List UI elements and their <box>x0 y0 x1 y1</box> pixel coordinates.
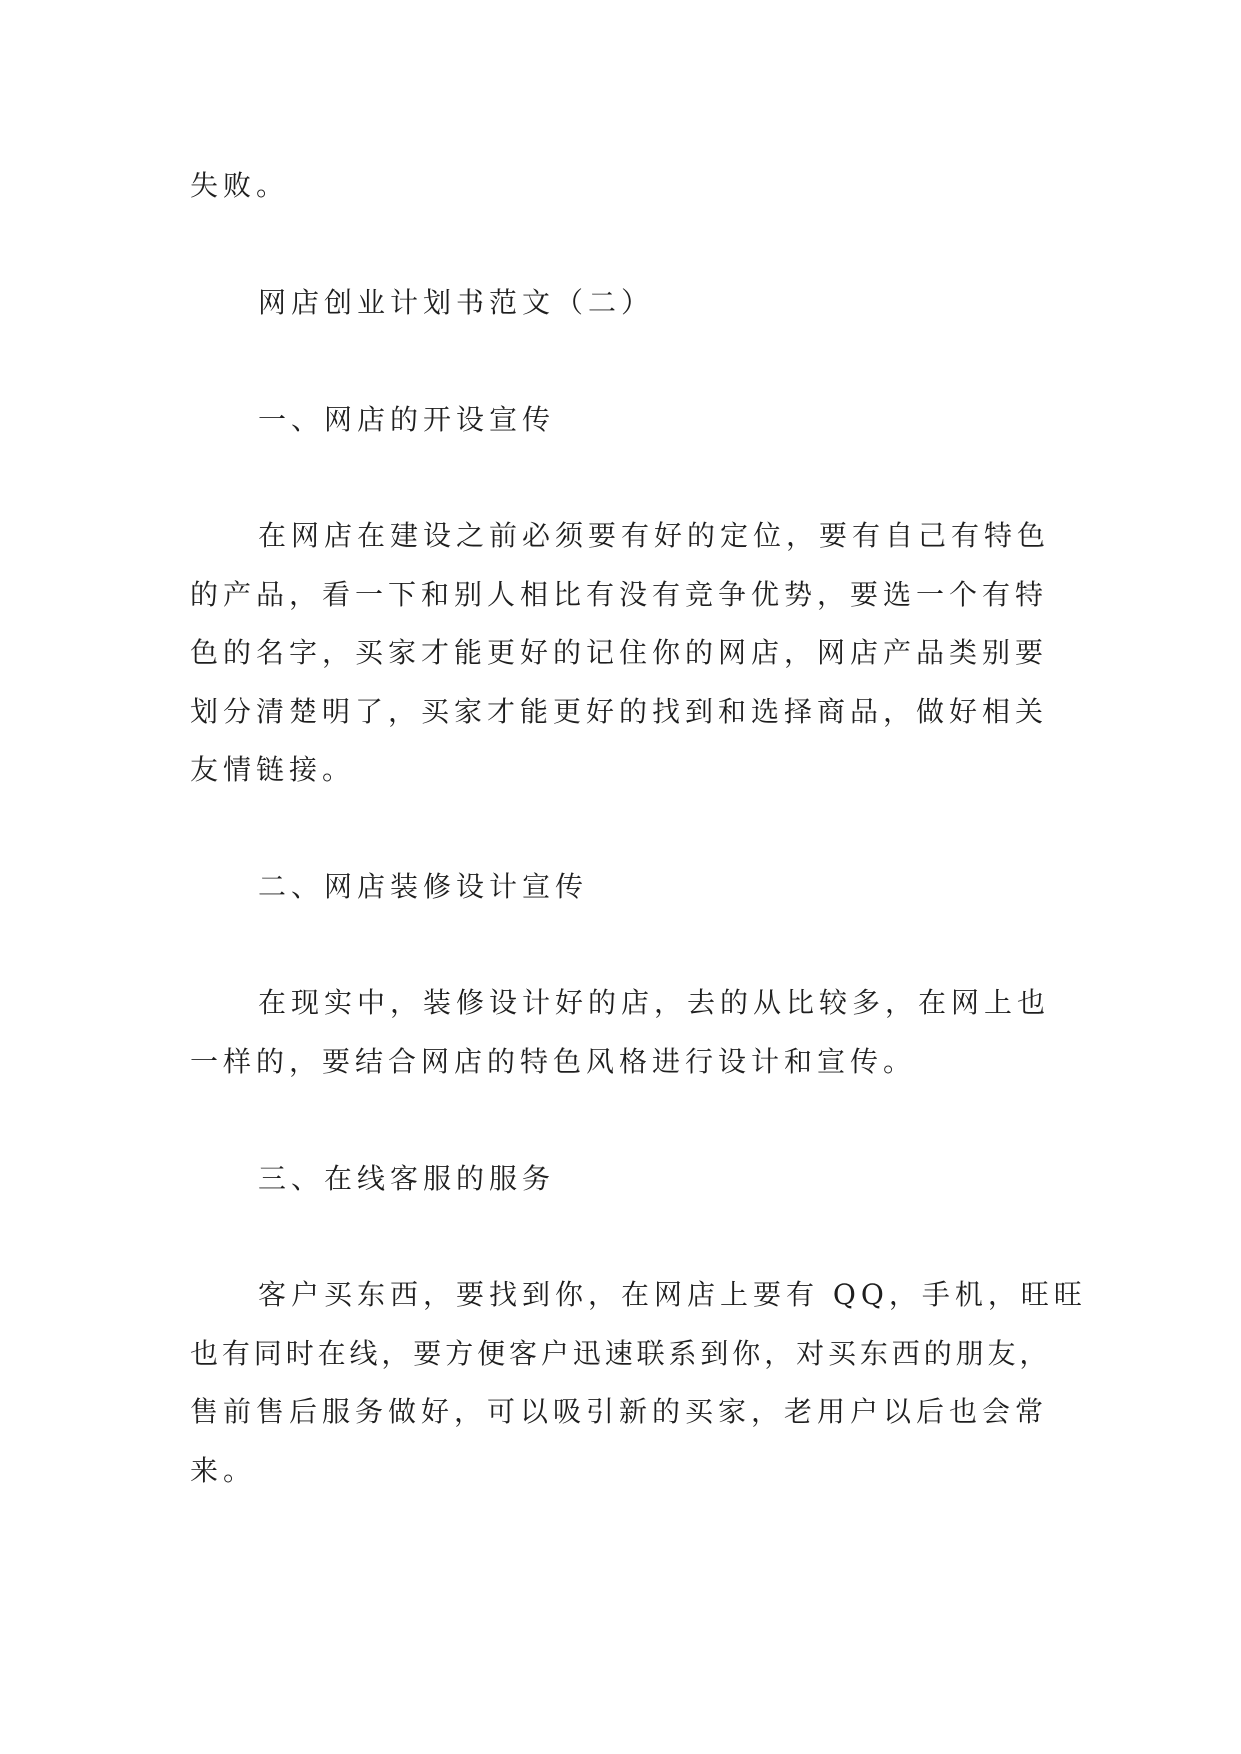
section-paragraph-2 <box>190 974 1070 1091</box>
text-line: 一样的，要结合网店的特色风格进行设计和宣传。 <box>190 1044 917 1078</box>
text-line: 色的名字，买家才能更好的记住你的网店，网店产品类别要 <box>190 636 1049 670</box>
section-heading-2 <box>190 858 1070 916</box>
section-paragraph-1 <box>190 507 1070 799</box>
text-line: 友情链接。 <box>190 752 356 786</box>
text-line: 失败。 <box>190 169 290 202</box>
section-heading-3 <box>190 1150 1070 1208</box>
document-title <box>190 274 1070 332</box>
text-line: 售前售后服务做好，可以吸引新的买家，老用户以后也会常 <box>190 1395 1049 1429</box>
title-text: 网店创业计划书范文（二） <box>258 285 655 319</box>
text-line: 客户买东西，要找到你，在网店上要有 QQ，手机，旺旺 <box>258 1278 1087 1312</box>
text-line: 来。 <box>190 1453 257 1487</box>
heading-text: 二、网店装修设计宣传 <box>258 869 589 903</box>
heading-text: 一、网店的开设宣传 <box>258 402 556 436</box>
text-line: 的产品，看一下和别人相比有没有竞争优势，要选一个有特 <box>190 577 1049 611</box>
document-body <box>190 157 1087 1558</box>
section-paragraph-3 <box>190 1266 1087 1500</box>
text-line: 划分清楚明了，买家才能更好的找到和选择商品，做好相关 <box>190 694 1049 728</box>
text-line: 在网店在建设之前必须要有好的定位，要有自己有特色 <box>258 519 1051 553</box>
heading-text: 三、在线客服的服务 <box>258 1161 556 1195</box>
text-line: 在现实中，装修设计好的店，去的从比较多，在网上也 <box>258 986 1051 1020</box>
section-heading-1 <box>190 391 1070 449</box>
continuation-paragraph <box>190 157 1070 215</box>
text-line: 也有同时在线，要方便客户迅速联系到你，对买东西的朋友， <box>190 1336 1052 1370</box>
